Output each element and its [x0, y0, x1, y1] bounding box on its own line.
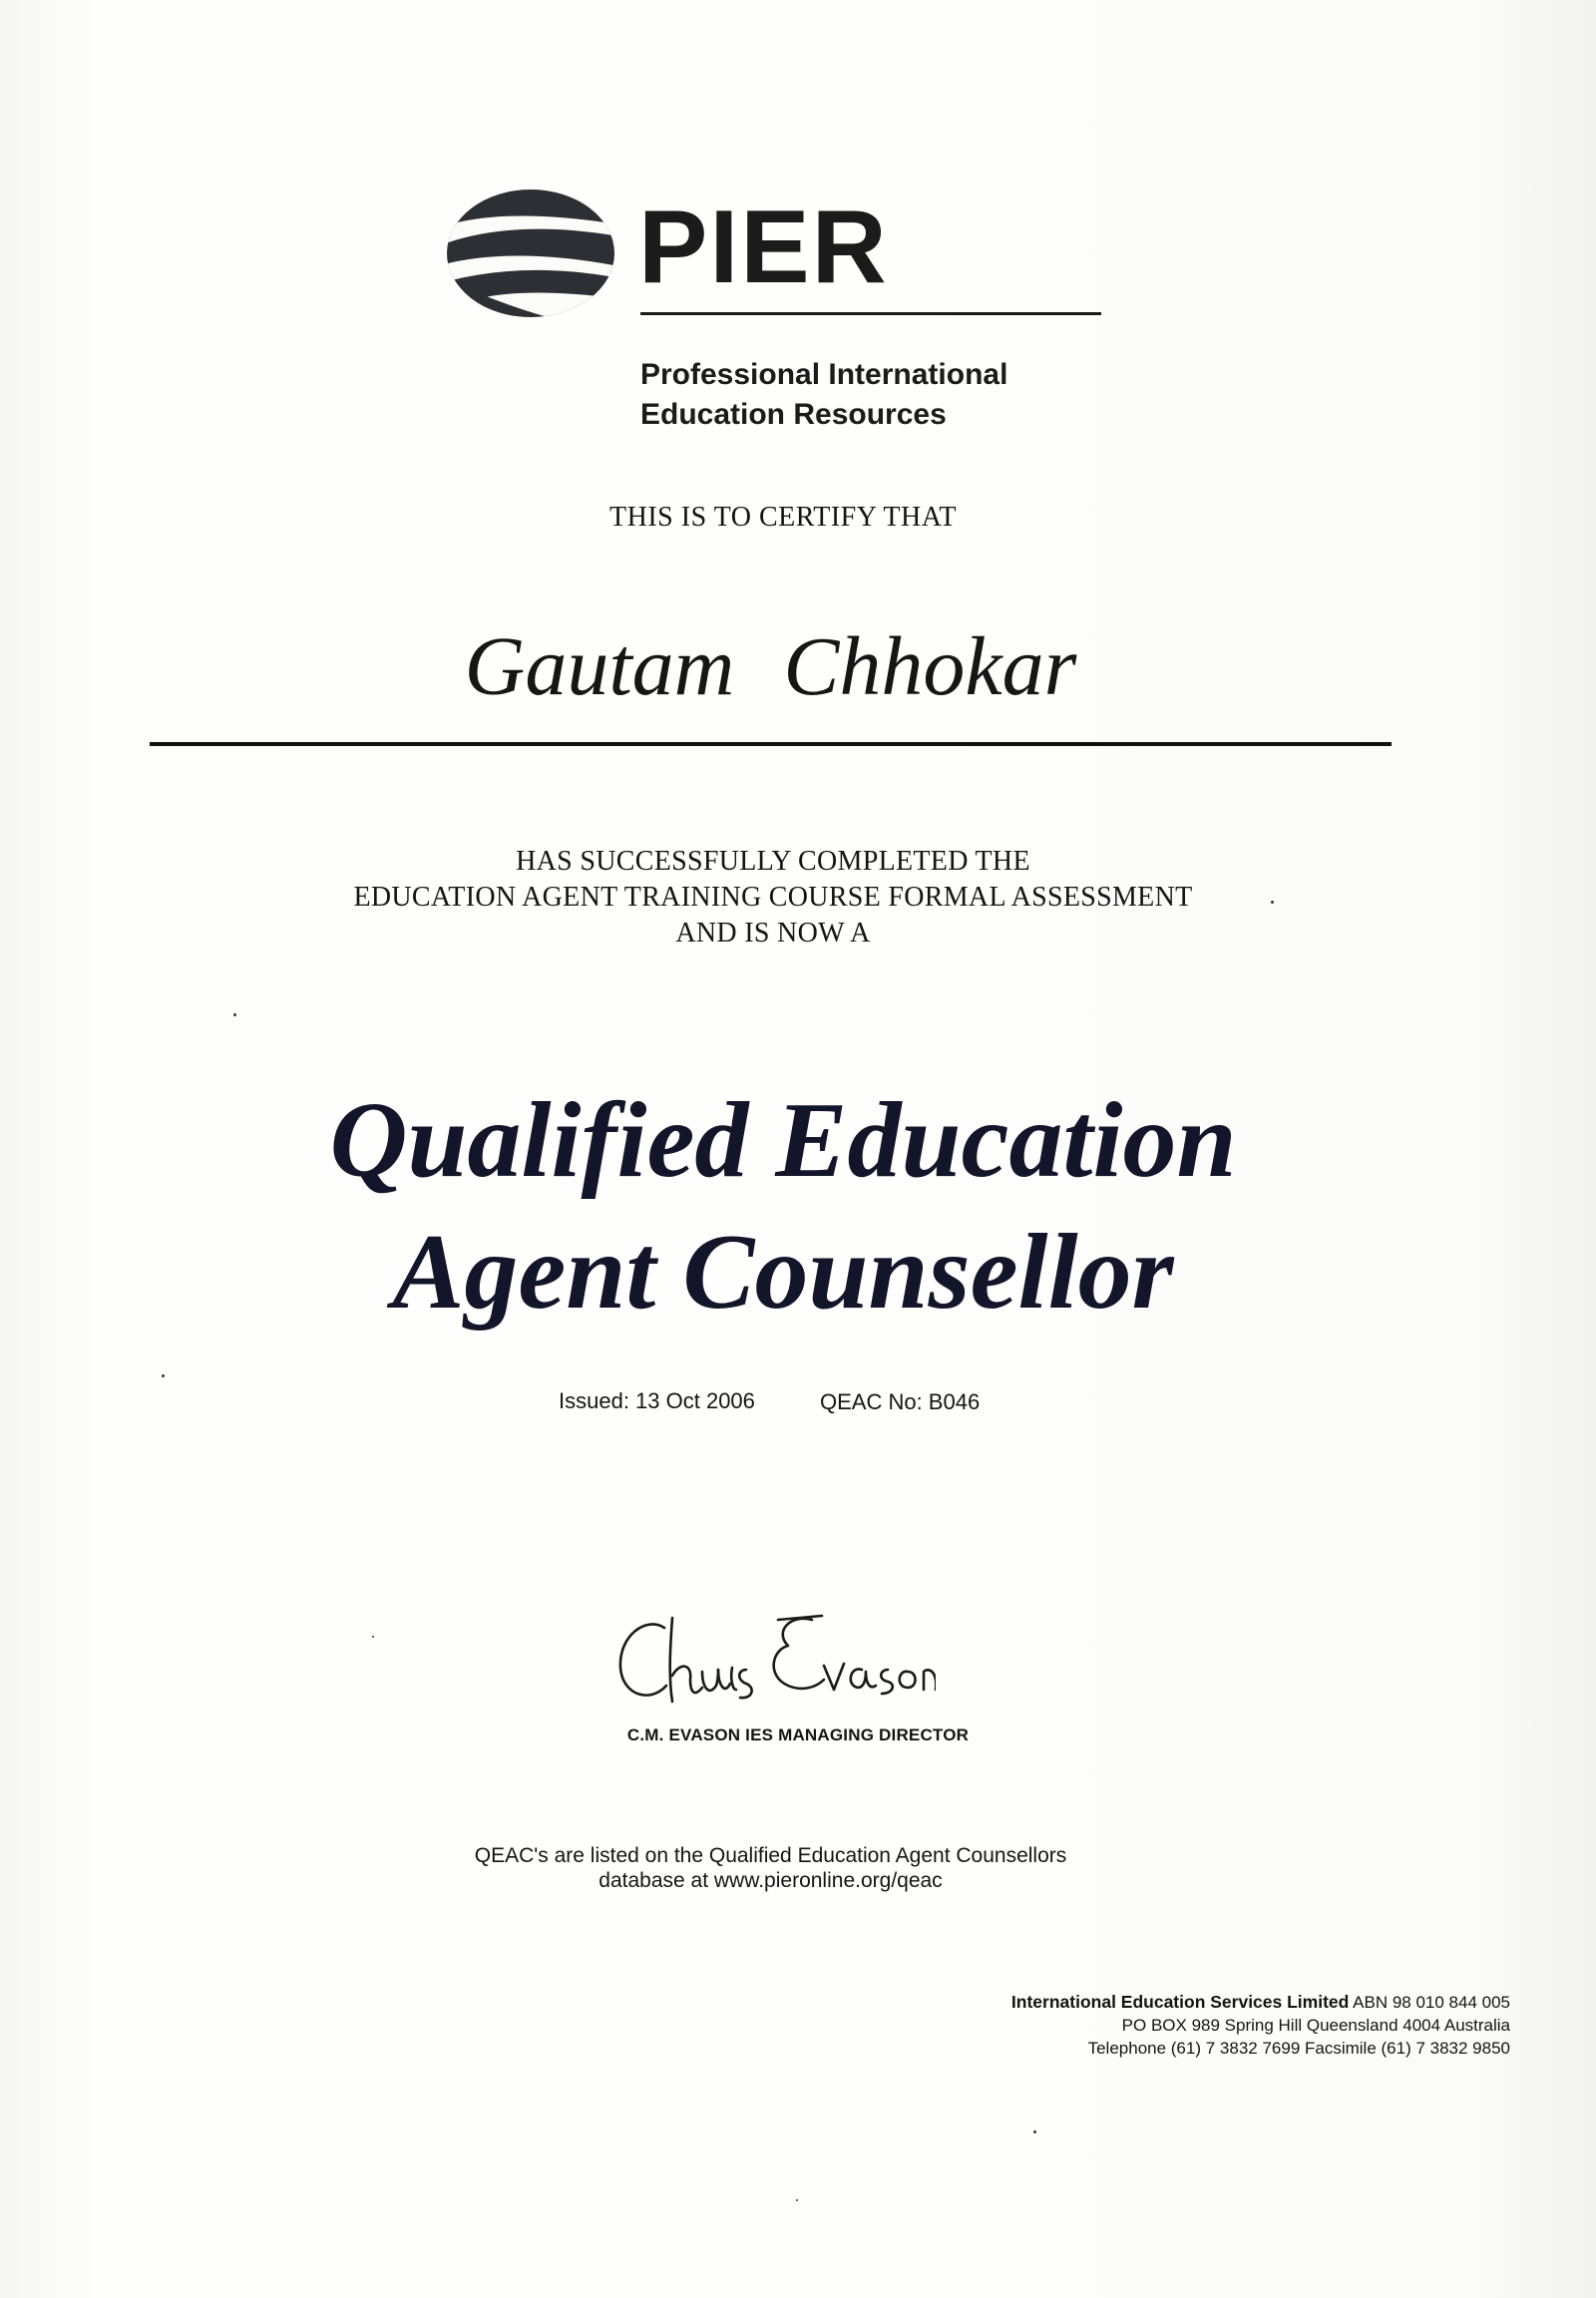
- qualification-title: [0, 1075, 1566, 1339]
- completion-line-1: HAS SUCCESSFULLY COMPLETED THE: [516, 846, 1030, 877]
- qualification-title-line-2: Agent Counsellor: [392, 1213, 1174, 1332]
- qeac-number: QEAC No: B046: [820, 1389, 981, 1414]
- listing-line-1: QEAC's are listed on the Qualified Education Agent Counsellors: [474, 1844, 1067, 1867]
- listing-note: [0, 1843, 1541, 1893]
- scan-speck: [1271, 901, 1274, 904]
- pier-wordmark: PIER: [638, 190, 889, 305]
- completion-line-3: AND IS NOW A: [675, 918, 871, 949]
- footer-address: PO BOX 989 Spring Hill Queensland 4004 Australia: [1121, 2016, 1510, 2035]
- scan-speck: [796, 2199, 798, 2201]
- recipient-name: Gautam Chhokar: [464, 620, 1077, 713]
- logo-tagline: [640, 355, 1007, 435]
- footer-phone: Telephone (61) 7 3832 7699 Facsimile (61) 7 3832 9850: [1087, 2039, 1510, 2058]
- signer-title: C.M. EVASON IES MANAGING DIRECTOR: [626, 1725, 970, 1744]
- tagline-line-2: Education Resources: [640, 398, 947, 431]
- certify-intro: THIS IS TO CERTIFY THAT: [609, 502, 957, 533]
- footer-company-line: [1011, 1991, 1510, 2014]
- completion-line-2: EDUCATION AGENT TRAINING COURSE FORMAL ASSESSMENT: [353, 882, 1193, 913]
- pier-globe-icon: [445, 188, 616, 319]
- scan-speck: [162, 1374, 165, 1377]
- logo-underline: [640, 312, 1101, 315]
- issuer-footer: [1011, 1991, 1510, 2060]
- scan-speck: [1033, 2130, 1036, 2133]
- listing-line-2: database at www.pieronline.org/qeac: [598, 1869, 943, 1892]
- completion-statement: [0, 844, 1546, 952]
- footer-company: International Education Services Limited: [1010, 1992, 1350, 2012]
- footer-abn: ABN 98 010 844 005: [1353, 1993, 1510, 2012]
- scan-speck: [372, 1636, 374, 1638]
- issued-date: Issued: 13 Oct 2006: [559, 1388, 755, 1413]
- scan-speck: [233, 1013, 236, 1016]
- tagline-line-1: Professional International: [640, 358, 1008, 391]
- signature-image: [606, 1606, 936, 1725]
- qualification-title-line-1: Qualified Education: [329, 1081, 1237, 1200]
- name-underline: [150, 742, 1392, 746]
